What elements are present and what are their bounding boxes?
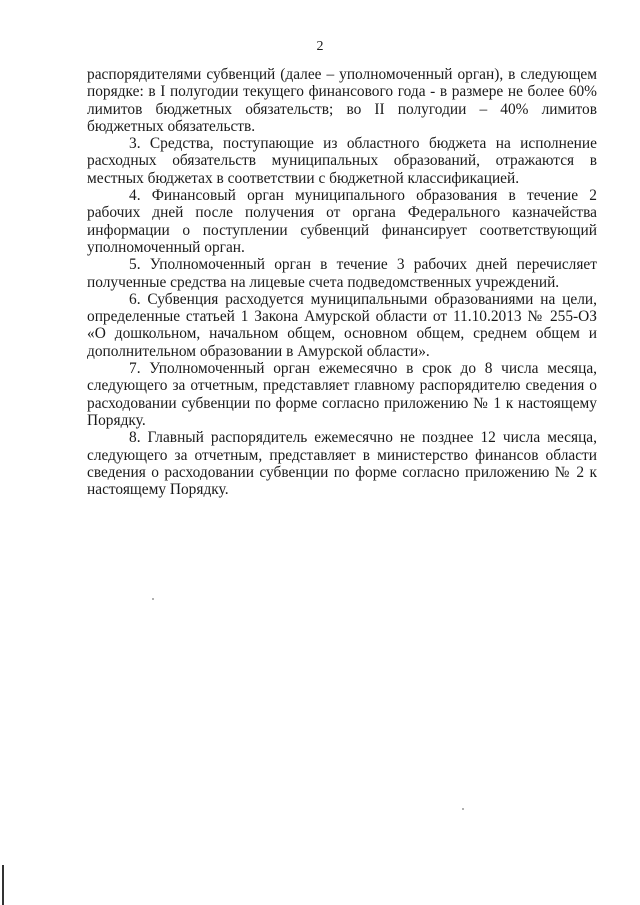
paragraph-item-4: 4. Финансовый орган муниципального образования в течение 2 рабочих дней после получения от органа Федерального казначейства информации о поступлении субвенций финансирует соответствующий уполномоченный орган. <box>87 187 597 256</box>
paragraph-item-5: 5. Уполномоченный орган в течение 3 рабочих дней перечисляет полученные средства на лицевые счета подведомственных учреждений. <box>87 256 597 291</box>
paragraph-item-3: 3. Средства, поступающие из областного бюджета на исполнение расходных обязательств муниципальных образований, отражаются в местных бюджетах в соответствии с бюджетной классификацией. <box>87 135 597 187</box>
paragraph-item-7: 7. Уполномоченный орган ежемесячно в срок до 8 числа месяца, следующего за отчетным, представляет главному распорядителю сведения о расходовании субвенции по форме согласно приложению № 1 к настоящему Порядку. <box>87 360 597 429</box>
document-body <box>87 66 597 498</box>
page-number: 2 <box>316 39 324 54</box>
scan-edge-mark <box>2 865 4 905</box>
paragraph-continuation: распорядителями субвенций (далее – уполномоченный орган), в следующем порядке: в I полугодии текущего финансового года - в размере не более 60% лимитов бюджетных обязательств; во II полугодии – 40% лимитов бюджетных обязательств. <box>87 66 597 135</box>
scan-speck <box>462 808 464 810</box>
paragraph-item-6: 6. Субвенция расходуется муниципальными образованиями на цели, определенные статьей 1 Закона Амурской области от 11.10.2013 № 255-ОЗ «О дошкольном, начальном общем, основном общем, среднем общем и дополнительном образовании в Амурской области». <box>87 290 597 360</box>
paragraph-item-8: 8. Главный распорядитель ежемесячно не позднее 12 числа месяца, следующего за отчетным, представляет в министерство финансов области сведения о расходовании субвенции по форме согласно приложению № 2 к настоящему Порядку. <box>87 429 597 499</box>
scan-speck <box>152 598 154 600</box>
